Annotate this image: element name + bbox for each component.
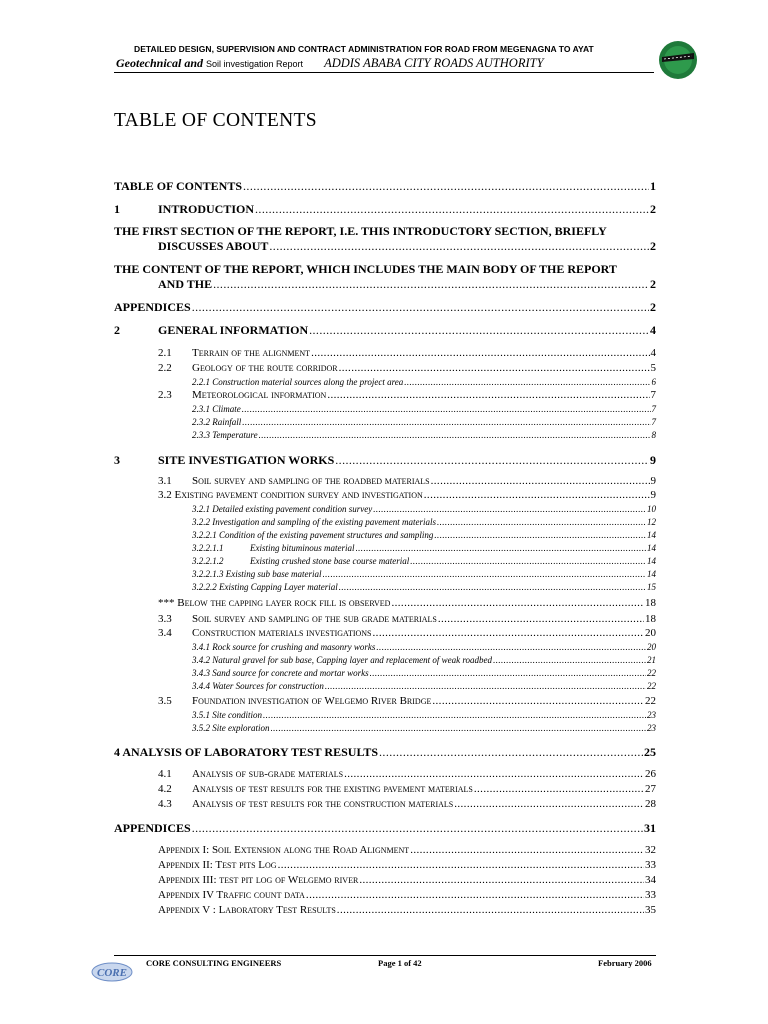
header-report-prefix: Geotechnical and <box>116 56 203 70</box>
header-rule <box>114 72 654 73</box>
toc-entry[interactable]: 1 INTRODUCTION ..... 2 <box>114 203 656 215</box>
header-report-line <box>116 56 544 71</box>
header-organization: ADDIS ABABA CITY ROADS AUTHORITY <box>324 56 544 70</box>
toc-entry[interactable]: 2.3 Meteorological information ..... 7 <box>158 390 656 401</box>
toc-entry[interactable]: TABLE OF CONTENTS ..... 1 <box>114 180 656 192</box>
toc-entry[interactable]: *** Below the capping layer rock fill is observed ..... 18 <box>158 598 656 609</box>
footer-page-number: Page 1 of 42 <box>378 958 422 968</box>
toc-entry[interactable]: 2.3.1 Climate ..... 7 <box>192 405 656 414</box>
toc-entry[interactable]: 3.4.4 Water Sources for construction ..... 22 <box>192 682 656 691</box>
toc-entry[interactable]: 3.4.1 Rock source for crushing and masonry works ..... 20 <box>192 643 656 652</box>
toc-entry[interactable]: 3.5 Foundation investigation of Welgemo River Bridge ..... 22 <box>158 696 656 707</box>
footer-date: February 2006 <box>598 958 652 968</box>
toc-entry[interactable]: 3.4 Construction materials investigations ..... 20 <box>158 628 656 639</box>
footer-rule <box>114 955 656 956</box>
toc-entry[interactable]: 4.2 Analysis of test results for the existing pavement materials ..... 27 <box>158 784 656 795</box>
toc-entry[interactable]: 3.2.2.1.1 Existing bituminous material ..... 14 <box>192 544 656 553</box>
toc-entry[interactable]: 2.2 Geology of the route corridor ..... 5 <box>158 363 656 374</box>
toc-entry[interactable]: Appendix III: test pit log of Welgemo river ..... 34 <box>158 875 656 886</box>
toc-entry[interactable]: 2 GENERAL INFORMATION ..... 4 <box>114 324 656 336</box>
toc-entry[interactable]: 3.5.2 Site exploration ..... 23 <box>192 724 656 733</box>
footer-company: CORE CONSULTING ENGINEERS <box>146 958 282 968</box>
toc-entry[interactable]: 2.1 Terrain of the alignment ..... 4 <box>158 348 656 359</box>
toc-entry[interactable]: 3.1 Soil survey and sampling of the roadbed materials ..... 9 <box>158 476 656 487</box>
toc-entry[interactable]: 2.2.1 Construction material sources along the project area ..... 6 <box>192 378 656 387</box>
page-title: TABLE OF CONTENTS <box>114 110 317 131</box>
toc-entry[interactable]: 3.3 Soil survey and sampling of the sub grade materials ..... 18 <box>158 614 656 625</box>
toc-entry[interactable]: 3.2.1 Detailed existing pavement condition survey ..... 10 <box>192 505 656 514</box>
toc-entry[interactable]: 3.5.1 Site condition ..... 23 <box>192 711 656 720</box>
header-report-suffix: Soil investigation Report <box>206 59 304 69</box>
toc-entry[interactable]: 3.2 Existing pavement condition survey and investigation ..... 9 <box>158 490 656 501</box>
header-project-title: DETAILED DESIGN, SUPERVISION AND CONTRACT ADMINISTRATION FOR ROAD FROM MEGENAGNA TO AYAT <box>134 44 594 54</box>
toc-entry[interactable]: 3.4.3 Sand source for concrete and mortar works ..... 22 <box>192 669 656 678</box>
authority-logo-icon <box>658 40 698 80</box>
toc-entry[interactable]: 3.2.2.1.2 Existing crushed stone base course material ..... 14 <box>192 557 656 566</box>
toc-entry[interactable]: THE CONTENT OF THE REPORT, WHICH INCLUDES THE MAIN BODY OF THE REPORT AND THE ..... 2 <box>114 260 656 290</box>
toc-entry[interactable]: 3.2.2.1.3 Existing sub base material ..... 14 <box>192 570 656 579</box>
toc-entry[interactable]: 3.4.2 Natural gravel for sub base, Capping layer and replacement of weak roadbed ..... 21 <box>192 656 656 665</box>
core-logo-icon <box>90 960 134 982</box>
toc-entry[interactable]: 4.1 Analysis of sub-grade materials ..... 26 <box>158 769 656 780</box>
toc-entry[interactable]: APPENDICES ..... 2 <box>114 301 656 313</box>
toc-entry[interactable]: 2.3.3 Temperature ..... 8 <box>192 431 656 440</box>
toc-entry[interactable]: Appendix I: Soil Extension along the Road Alignment ..... 32 <box>158 845 656 856</box>
toc-entry[interactable]: Appendix V : Laboratory Test Results ..... 35 <box>158 905 656 916</box>
toc-entry[interactable]: Appendix IV Traffic count data ..... 33 <box>158 890 656 901</box>
toc-entry[interactable]: 3 SITE INVESTIGATION WORKS ..... 9 <box>114 454 656 466</box>
toc-entry[interactable]: 3.2.2 Investigation and sampling of the existing pavement materials ..... 12 <box>192 518 656 527</box>
toc-entry[interactable]: 2.3.2 Rainfall ..... 7 <box>192 418 656 427</box>
toc-entry[interactable]: APPENDICES ..... 31 <box>114 822 656 834</box>
toc-entry[interactable]: 4.3 Analysis of test results for the construction materials ..... 28 <box>158 799 656 810</box>
svg-text:CORE: CORE <box>97 967 127 979</box>
toc-entry[interactable]: THE FIRST SECTION OF THE REPORT, I.E. THIS INTRODUCTORY SECTION, BRIEFLY DISCUSSES ABOUT ..... 2 <box>114 222 656 252</box>
toc-entry[interactable]: 3.2.2.1 Condition of the existing pavement structures and sampling ..... 14 <box>192 531 656 540</box>
toc-entry[interactable]: 4 ANALYSIS OF LABORATORY TEST RESULTS ..... 25 <box>114 746 656 758</box>
toc-entry[interactable]: 3.2.2.2 Existing Capping Layer material ..... 15 <box>192 583 656 592</box>
toc-entry[interactable]: Appendix II: Test pits Log ..... 33 <box>158 860 656 871</box>
